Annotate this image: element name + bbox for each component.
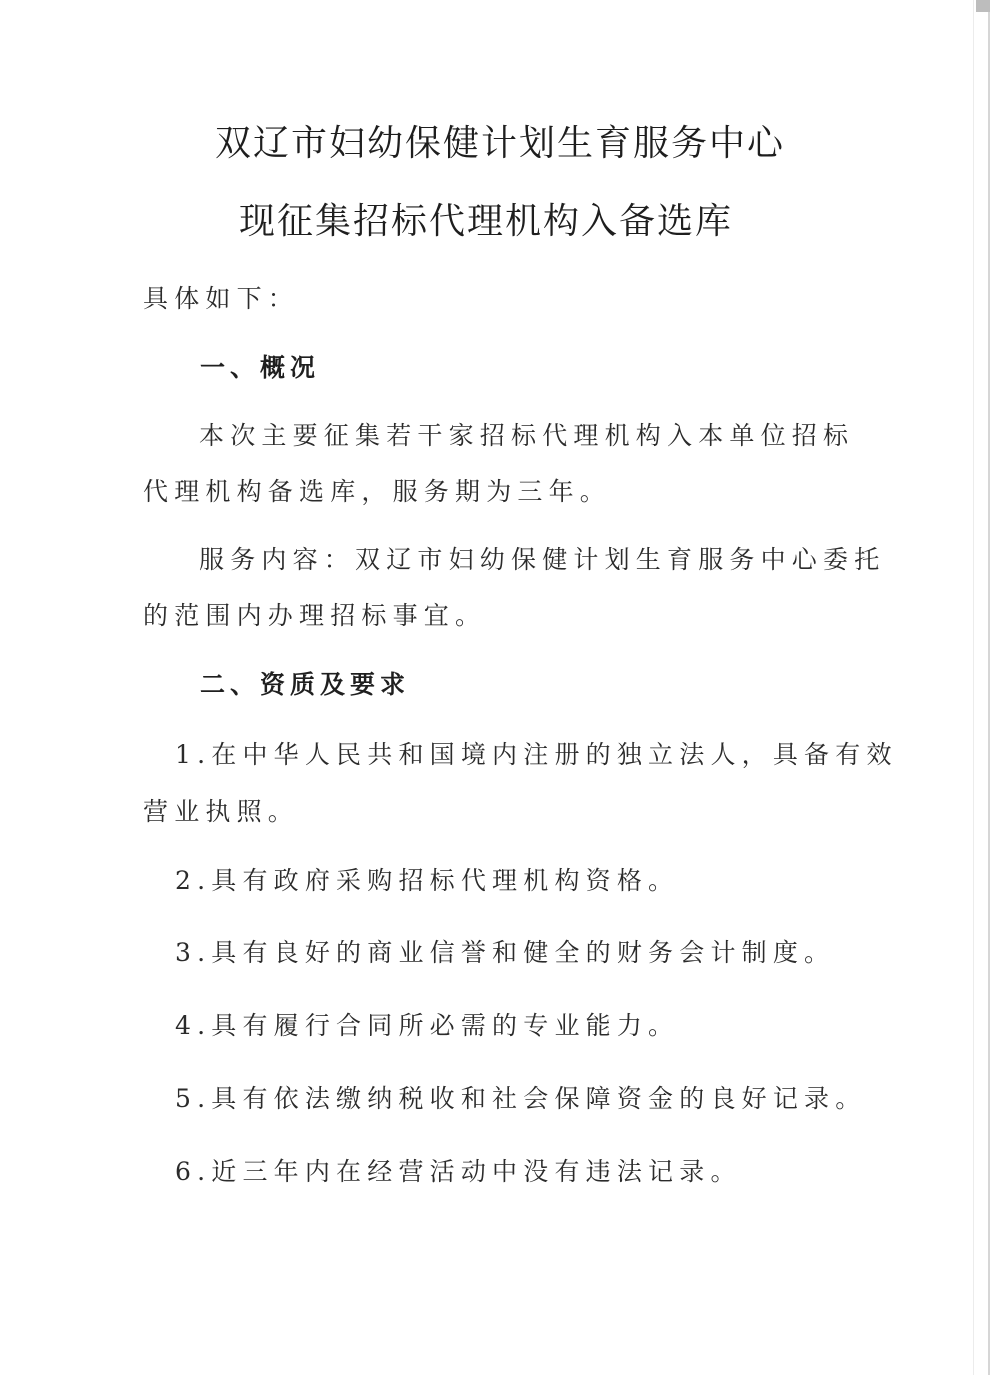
- title-line-1: 双辽市妇幼保健计划生育服务中心: [214, 123, 785, 164]
- section-1-paragraph-1-line-1: 本次主要征集若干家招标代理机构入本单位招标: [199, 421, 855, 450]
- requirement-item-1-line-1: 1.在中华人民共和国境内注册的独立法人，具备有效: [175, 740, 898, 769]
- section-1-paragraph-1-line-2: 代理机构备选库，服务期为三年。: [143, 477, 612, 506]
- intro-text: 具体如下：: [143, 284, 300, 313]
- section-1-paragraph-2-line-2: 的范围内办理招标事宜。: [143, 601, 487, 630]
- scan-corner-mark: [976, 0, 990, 12]
- section-2-heading: 二、资质及要求: [200, 670, 411, 699]
- section-1-heading: 一、概况: [200, 353, 321, 382]
- requirement-item-4: 4.具有履行合同所必需的专业能力。: [175, 1011, 680, 1040]
- requirement-item-1-line-2: 营业执照。: [143, 797, 300, 826]
- requirement-item-3: 3.具有良好的商业信誉和健全的财务会计制度。: [175, 938, 836, 967]
- requirement-item-2: 2.具有政府采购招标代理机构资格。: [175, 866, 680, 895]
- title-line-2: 现征集招标代理机构入备选库: [238, 201, 733, 242]
- requirement-item-6: 6.近三年内在经营活动中没有违法记录。: [175, 1157, 742, 1186]
- section-1-paragraph-2-line-1: 服务内容：双辽市妇幼保健计划生育服务中心委托: [199, 545, 886, 574]
- scan-edge-line: [988, 0, 990, 1375]
- requirement-item-5: 5.具有依法缴纳税收和社会保障资金的良好记录。: [175, 1084, 867, 1113]
